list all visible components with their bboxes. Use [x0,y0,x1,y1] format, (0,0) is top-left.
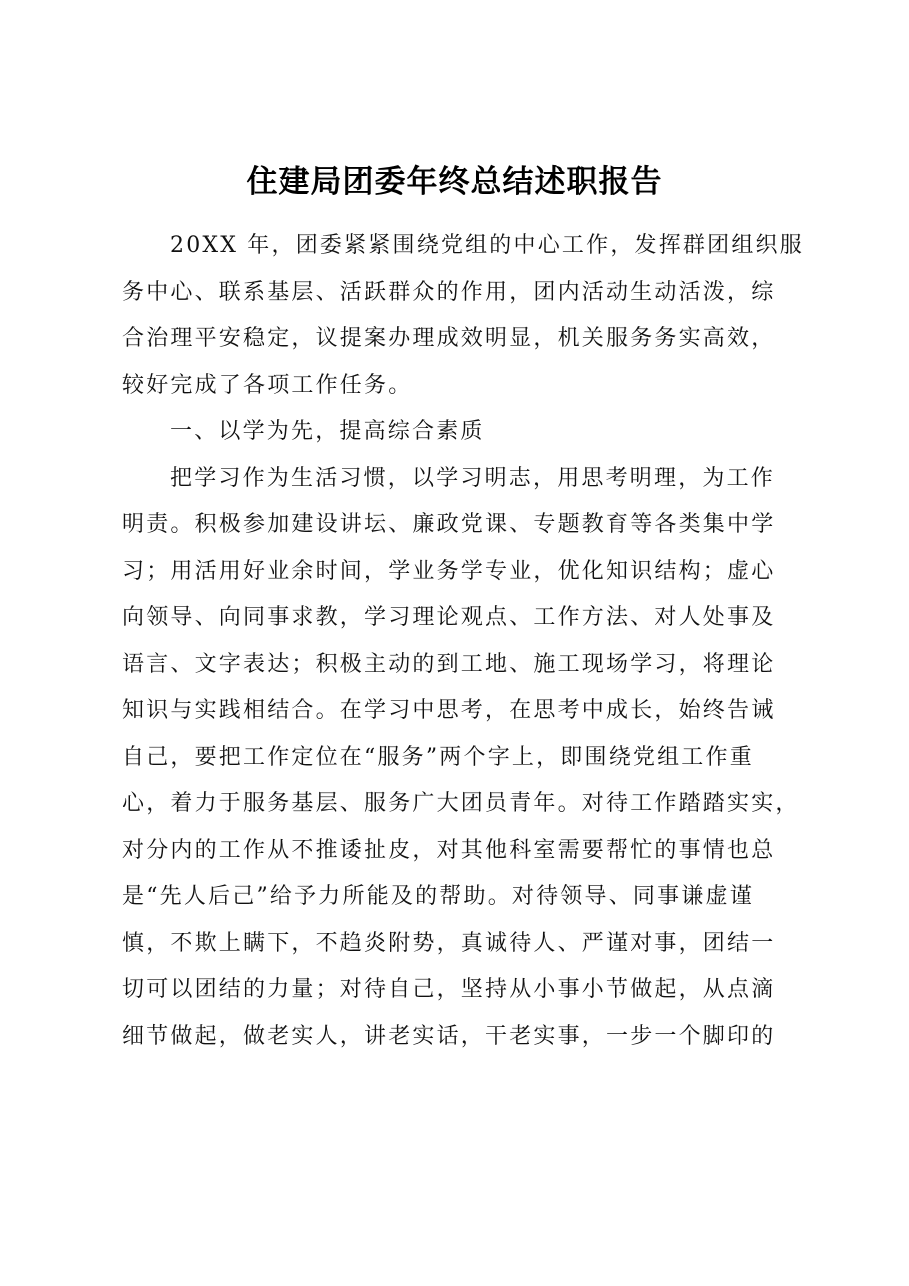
paragraph-line: 慎，不欺上瞒下，不趋炎附势，真诚待人、严谨对事，团结一 [122,930,776,956]
paragraph-line: 自己，要把工作定位在“服务”两个字上，即围绕党组工作重 [122,744,754,770]
paragraph-line: 心，着力于服务基层、服务广大团员青年。对待工作踏踏实实， [122,791,800,816]
paragraph-line: 细节做起，做老实人，讲老实话，干老实事，一步一个脚印的 [122,1023,776,1049]
paragraph-line: 习；用活用好业余时间，学业务学专业，优化知识结构；虚心 [122,558,776,584]
paragraph-line: 务中心、联系基层、活跃群众的作用，团内活动生动活泼，综 [122,279,776,305]
paragraph-line: 语言、文字表达；积极主动的到工地、施工现场学习，将理论 [122,651,776,677]
paragraph-line: 合治理平安稳定，议提案办理成效明显，机关服务务实高效， [122,326,776,351]
paragraph-line: 20XX 年，团委紧紧围绕党组的中心工作，发挥群团组织服 [170,233,804,258]
document-title: 住建局团委年终总结述职报告 [246,164,663,200]
paragraph-line: 知识与实践相结合。在学习中思考，在思考中成长，始终告诫 [122,698,776,723]
section-heading: 一、以学为先，提高综合素质 [170,419,485,444]
paragraph-line: 较好完成了各项工作任务。 [122,372,413,398]
paragraph-line: 把学习作为生活习惯，以学习明志，用思考明理，为工作 [170,465,776,491]
paragraph-line: 对分内的工作从不推诿扯皮，对其他科室需要帮忙的事情也总 [122,837,776,863]
paragraph-line: 是“先人后己”给予力所能及的帮助。对待领导、同事谦虚谨 [122,884,754,909]
paragraph-line: 向领导、向同事求教，学习理论观点、工作方法、对人处事及 [122,605,776,630]
document-body [122,223,804,1060]
paragraph-line: 切可以团结的力量；对待自己，坚持从小事小节做起，从点滴 [122,977,776,1002]
paragraph-line: 明责。积极参加建设讲坛、廉政党课、专题教育等各类集中学 [122,512,776,537]
